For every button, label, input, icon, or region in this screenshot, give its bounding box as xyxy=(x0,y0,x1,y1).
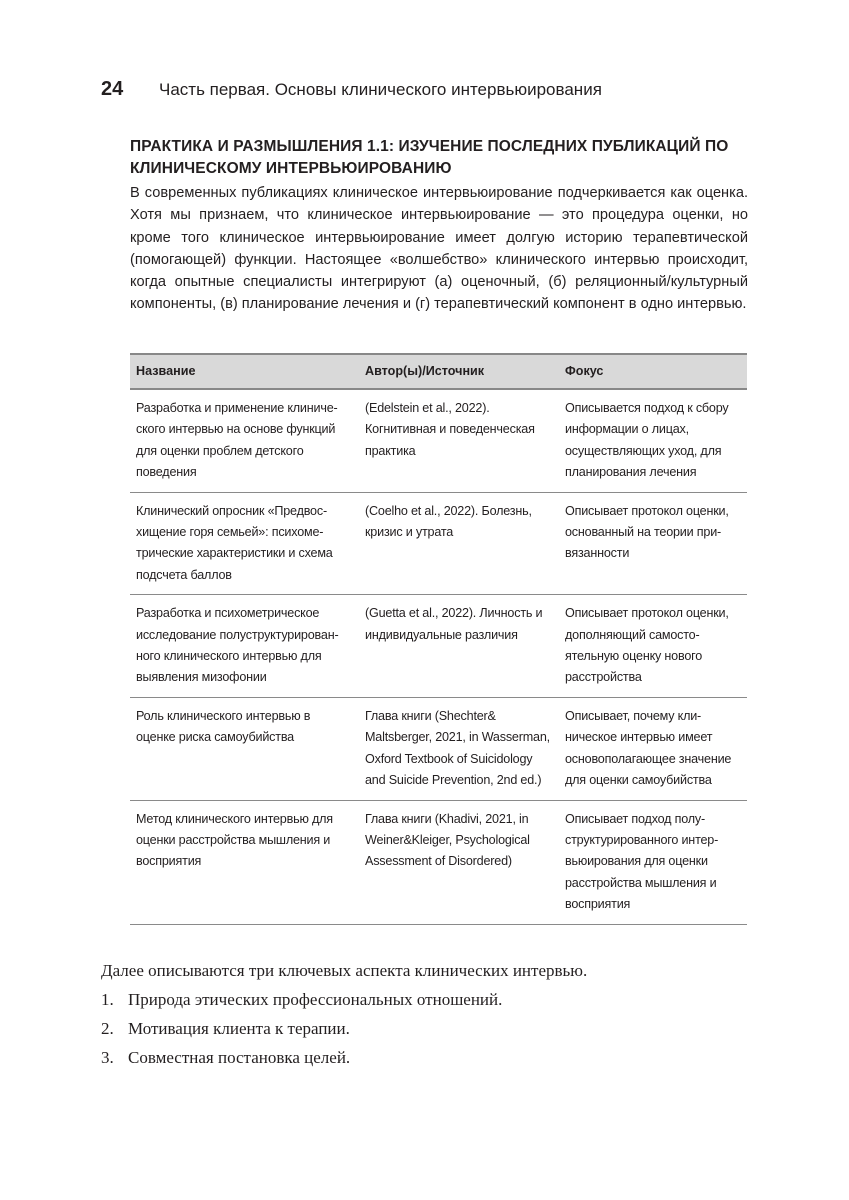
list-number: 1. xyxy=(101,990,114,1009)
list-item xyxy=(101,1043,587,1072)
list-text: Природа этических профессиональных отношений. xyxy=(128,990,503,1009)
list-intro: Далее описываются три ключевых аспекта клинических интервью. xyxy=(101,961,588,980)
table-header-row xyxy=(130,354,747,389)
running-header xyxy=(101,78,602,101)
cell-author: Глава книги (Khadivi, 2021, in Weiner&Kleiger, Psychological Assessment of Disordered) xyxy=(359,800,559,924)
list-text: Мотивация клиента к терапии. xyxy=(128,1019,350,1038)
list-text: Совместная постановка целей. xyxy=(128,1048,351,1067)
aspects-list xyxy=(101,985,587,1072)
cell-focus: Описывает протокол оценки, основанный на теории при-вязанности xyxy=(559,492,747,595)
table-row xyxy=(130,389,747,492)
list-item xyxy=(101,985,587,1014)
practice-box xyxy=(130,136,748,316)
list-number: 3. xyxy=(101,1048,114,1067)
cell-author: Глава книги (Shechter& Maltsberger, 2021, in Wasserman, Oxford Textbook of Suicidology and Suicide Prevention, 2nd ed.) xyxy=(359,697,559,800)
section-body: В современных публикациях клиническое интервьюирование подчеркивается как оценка. Хотя мы признаем, что клиническое интервьюирование — это процедура оценки, но кроме того клиническое интервьюирование имеет долгую историю терапевтической (помогающей) функции. Настоящее «волшебство» клинического интервью происходит, когда опытные специалисты интегрируют (а) оценочный, (б) реляционный/культурный компоненты, (в) планирование лечения и (г) терапевтический компонент в одно интервью. xyxy=(130,185,748,313)
running-title: Часть первая. Основы клинического интервьюирования xyxy=(159,80,602,99)
column-header-title: Название xyxy=(130,354,359,389)
column-header-focus: Фокус xyxy=(559,354,747,389)
cell-title: Разработка и применение клиниче-ского интервью на основе функций для оценки проблем детского поведения xyxy=(130,389,359,492)
cell-focus: Описывает протокол оценки, дополняющий самосто-ятельную оценку нового расстройства xyxy=(559,595,747,698)
list-item xyxy=(101,1014,587,1043)
table-row xyxy=(130,800,747,924)
cell-focus: Описывает, почему кли-ническое интервью имеет основополагающее значение для оценки самоубийства xyxy=(559,697,747,800)
column-header-author: Автор(ы)/Источник xyxy=(359,354,559,389)
cell-focus: Описывается подход к сбору информации о лицах, осуществляющих уход, для планирования лечения xyxy=(559,389,747,492)
cell-focus: Описывает подход полу-структурированного интер-вьюирования для оценки расстройства мышления и восприятия xyxy=(559,800,747,924)
list-number: 2. xyxy=(101,1019,114,1038)
cell-author: (Edelstein et al., 2022). Когнитивная и поведенческая практика xyxy=(359,389,559,492)
section-title: ПРАКТИКА И РАЗМЫШЛЕНИЯ 1.1: ИЗУЧЕНИЕ ПОСЛЕДНИХ ПУБЛИКАЦИЙ ПО КЛИНИЧЕСКОМУ ИНТЕРВЬЮИРОВАНИЮ xyxy=(130,138,729,177)
cell-author: (Coelho et al., 2022). Болезнь, кризис и утрата xyxy=(359,492,559,595)
table-row xyxy=(130,697,747,800)
page-number: 24 xyxy=(101,78,124,100)
cell-title: Клинический опросник «Предвос-хищение горя семьей»: психоме-трические характеристики и схема подсчета баллов xyxy=(130,492,359,595)
table-row xyxy=(130,595,747,698)
cell-title: Метод клинического интервью для оценки расстройства мышления и восприятия xyxy=(130,800,359,924)
table-row xyxy=(130,492,747,595)
cell-author: (Guetta et al., 2022). Личность и индивидуальные различия xyxy=(359,595,559,698)
publications-table xyxy=(130,353,747,925)
cell-title: Роль клинического интервью в оценке риска самоубийства xyxy=(130,697,359,800)
following-text xyxy=(101,956,587,1072)
cell-title: Разработка и психометрическое исследование полуструктурирован-ного клинического интервью для выявления мизофонии xyxy=(130,595,359,698)
